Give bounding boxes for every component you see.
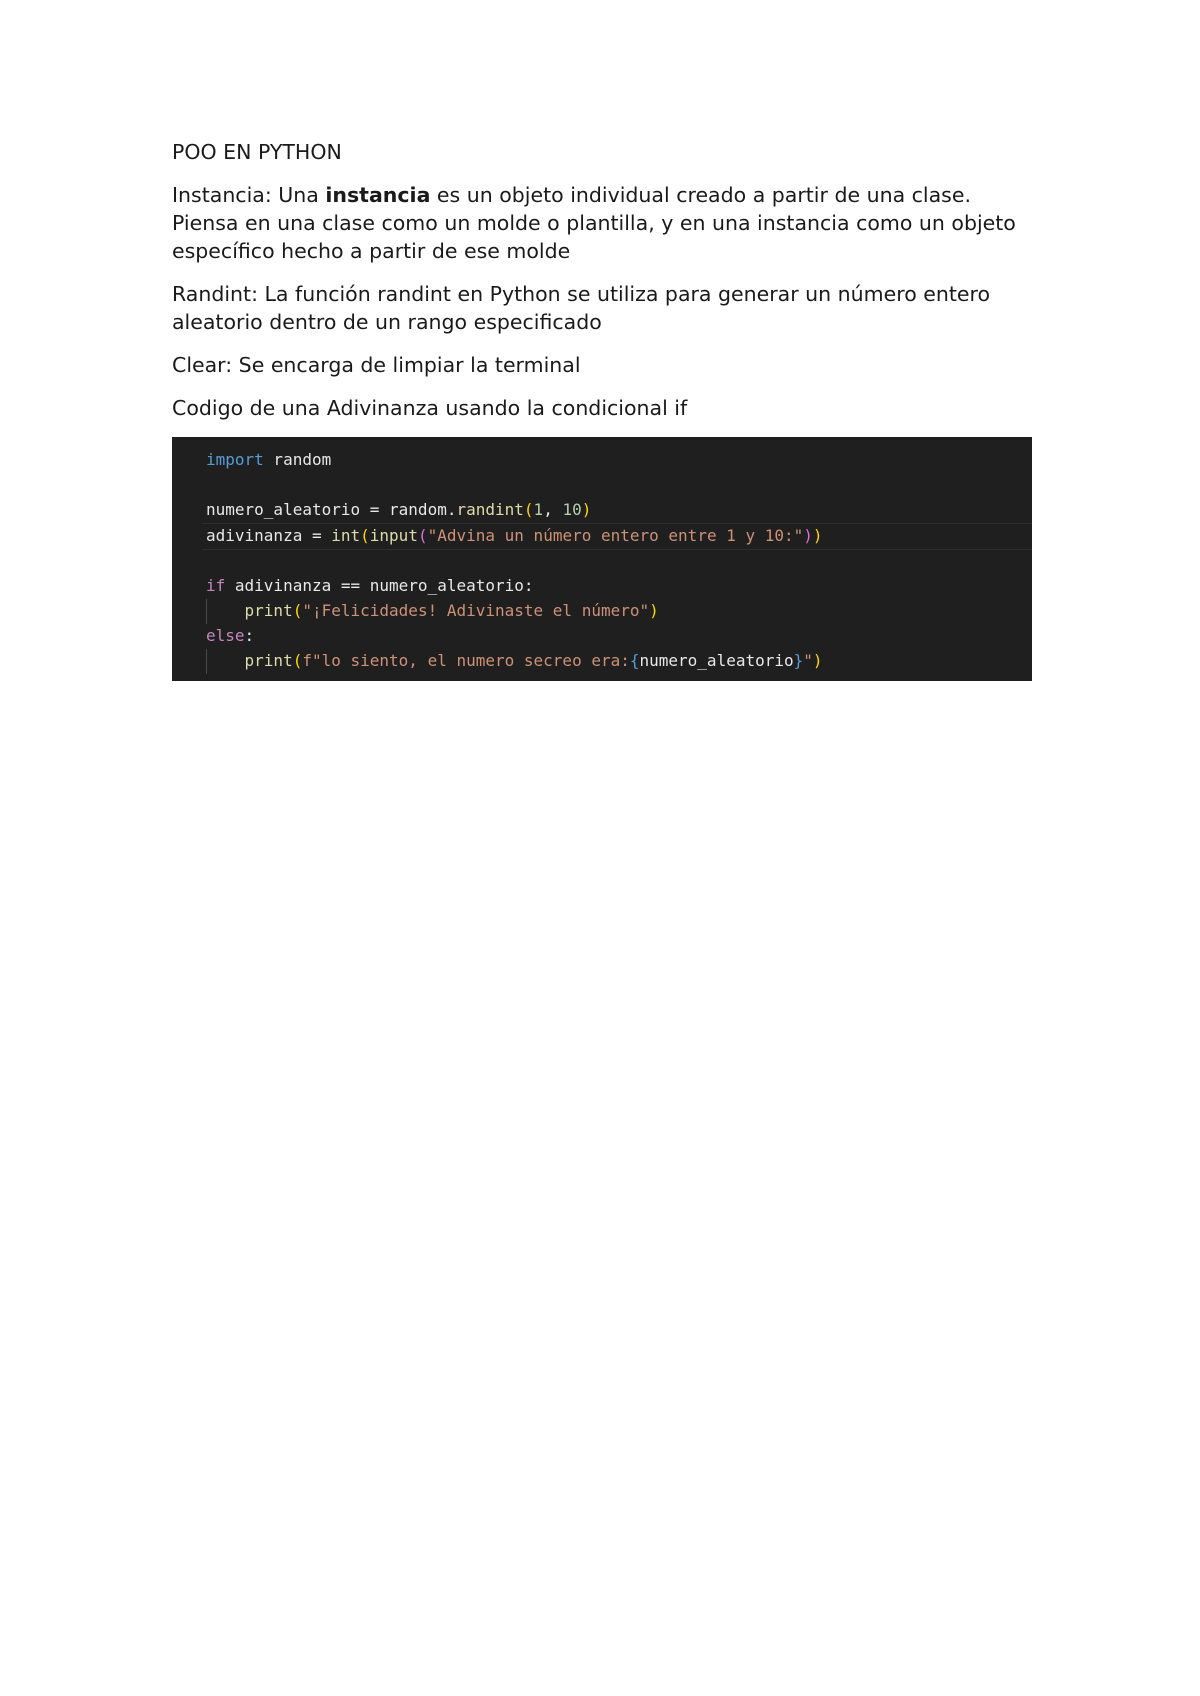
code-token: ) <box>812 526 823 545</box>
instancia-prefix: Instancia: Una <box>172 183 326 207</box>
code-line-1 <box>206 447 331 472</box>
code-indent <box>206 651 245 670</box>
code-token: ( <box>292 601 303 620</box>
instancia-bold-term: instancia <box>325 183 431 207</box>
paragraph-clear: Clear: Se encarga de limpiar la terminal <box>172 353 581 377</box>
code-token: random <box>389 500 447 519</box>
document-title: POO EN PYTHON <box>172 140 342 164</box>
code-token: import <box>206 450 264 469</box>
code-token: , <box>543 500 563 519</box>
code-token: "Advina un número entero entre 1 y 10:" <box>427 526 804 545</box>
code-token: if <box>206 576 226 595</box>
code-token: = <box>360 500 390 519</box>
code-token: input <box>369 526 418 545</box>
code-token: ( <box>360 526 370 545</box>
code-line-6 <box>206 573 534 598</box>
code-token: ) <box>803 526 813 545</box>
code-line-9 <box>206 648 823 673</box>
code-token: print <box>244 651 293 670</box>
code-token: ) <box>649 601 659 620</box>
code-token: f"lo siento, el numero secreo era: <box>302 651 630 670</box>
code-token: else <box>206 626 245 645</box>
code-token: adivinanza <box>206 526 303 545</box>
code-token: ) <box>581 500 592 519</box>
instancia-text: es un objeto individual creado a partir de una clase. Piensa en una clase como un molde o plantilla, y en una instancia como un objeto específico hecho a partir de ese molde <box>172 183 1016 263</box>
code-token: = <box>302 526 332 545</box>
paragraph-randint: Randint: La función randint en Python se utiliza para generar un número entero aleatorio dentro de un rango especificado <box>172 282 991 334</box>
code-token: " <box>803 651 813 670</box>
code-screenshot <box>172 437 1032 681</box>
code-token: { <box>629 651 640 670</box>
code-token: 10 <box>562 500 582 519</box>
code-token: numero_aleatorio <box>206 500 361 519</box>
code-token: ) <box>812 651 823 670</box>
code-token: ( <box>292 651 303 670</box>
paragraph-instancia <box>172 181 1032 265</box>
code-token: 1 <box>533 500 544 519</box>
code-token: ( <box>417 526 428 545</box>
code-token: . <box>446 500 457 519</box>
code-token: ( <box>523 500 534 519</box>
code-line-4 <box>206 523 823 548</box>
code-token: } <box>793 651 804 670</box>
code-token: print <box>244 601 293 620</box>
code-token: : <box>244 626 255 645</box>
code-token: random <box>263 450 332 469</box>
code-indent <box>206 601 245 620</box>
code-token: int <box>331 526 361 545</box>
code-line-3 <box>206 497 591 522</box>
code-token: numero_aleatorio <box>639 651 794 670</box>
code-line-7 <box>206 598 659 623</box>
code-line-8 <box>206 623 254 648</box>
code-token: randint <box>456 500 524 519</box>
code-token: adivinanza == numero_aleatorio: <box>225 576 534 595</box>
paragraph-adivinanza: Codigo de una Adivinanza usando la condicional if <box>172 396 688 420</box>
document-page <box>172 138 1032 681</box>
code-token: "¡Felicidades! Adivinaste el número" <box>302 601 650 620</box>
